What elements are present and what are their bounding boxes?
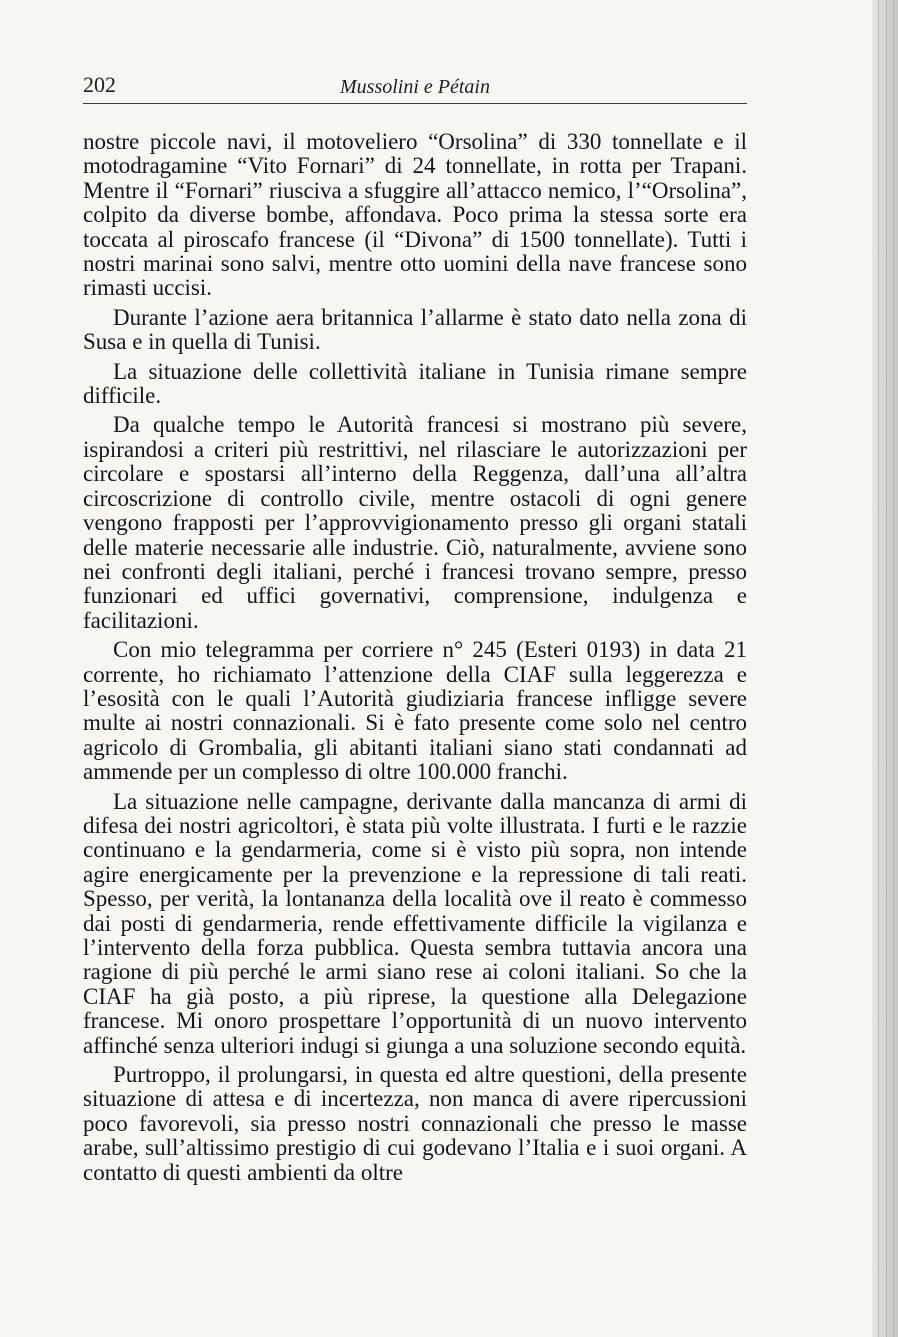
page-edge-line: [893, 0, 894, 1337]
page-header: [83, 72, 747, 102]
page-edge-line: [878, 0, 879, 1337]
page-edge: [872, 0, 898, 1337]
page-number: 202: [83, 72, 116, 97]
paragraph: Durante l’azione aera britannica l’allarme è stato dato nella zona di Susa e in quella di Tunisi.: [83, 304, 747, 355]
page-edge-line: [886, 0, 887, 1337]
paragraph: La situazione nelle campagne, derivante dalla mancanza di armi di difesa dei nostri agricoltori, è stata più volte illustrata. I furti e le razzie continuano e la gendarmeria, come si è visto più sopra, non intende agire energicamente per la prevenzione e la repressione di tali reati. Spesso, per verità, la lontananza della località ove il reato è commesso dai posti di gendarmeria, rende effettivamente difficile la vigilanza e l’intervento della forza pubblica. Questa sembra tuttavia ancora una ragione di più perché le armi siano rese ai coloni italiani. So che la CIAF ha già posto, a più riprese, la questione alla Delegazione francese. Mi onoro prospettare l’opportunità di un nuovo intervento affinché senza ulteriori indugi si giunga a una soluzione secondo equità.: [83, 788, 747, 1058]
paragraph: Da qualche tempo le Autorità francesi si mostrano più severe, ispirandosi a criteri più restrittivi, nel rilasciare le autorizzazioni per circolare e spostarsi all’interno della Reggenza, dall’una all’altra circoscrizione di controllo civile, mentre ostacoli di ogni genere vengono frapposti per l’approvvigionamento presso gli organi statali delle materie necessarie alle industrie. Ciò, naturalmente, avviene sono nei confronti degli italiani, perché i francesi trovano sempre, presso funzionari ed uffici governativi, comprensione, indulgenza e facilitazioni.: [83, 412, 747, 633]
paragraph: La situazione delle collettività italiane in Tunisia rimane sempre difficile.: [83, 358, 747, 409]
paragraph: Purtroppo, il prolungarsi, in questa ed altre questioni, della presente situazione di attesa e di incertezza, non manca di avere ripercussioni poco favorevoli, sia presso nostri connazionali che presso le masse arabe, sull’altissimo prestigio di cui godevano l’Italia e i suoi organi. A contatto di questi ambienti da oltre: [83, 1062, 747, 1185]
paragraph: Con mio telegramma per corriere n° 245 (Esteri 0193) in data 21 corrente, ho richiamato l’attenzione della CIAF sulla leggerezza e l’esosità con le quali l’Autorità giudiziaria francese infligge severe multe ai nostri connazionali. Si è fato presente come solo nel centro agricolo di Grombalia, gli abitanti italiani siano stati condannati ad ammende per un complesso di oltre 100.000 franchi.: [83, 637, 747, 785]
paragraph: nostre piccole navi, il motoveliero “Orsolina” di 330 tonnellate e il motodragamine “Vito Fornari” di 24 tonnellate, in rotta per Trapani. Mentre il “Fornari” riusciva a sfuggire all’attacco nemico, l’“Orsolina”, colpito da diverse bombe, affondava. Poco prima la stessa sorte era toccata al piroscafo francese (il “Divona” di 1500 tonnellate). Tutti i nostri marinai sono salvi, mentre otto uomini della nave francese sono rimasti uccisi.: [83, 129, 747, 301]
header-rule: [83, 103, 747, 104]
body-text: [83, 130, 747, 1190]
running-title: Mussolini e Pétain: [340, 76, 490, 98]
